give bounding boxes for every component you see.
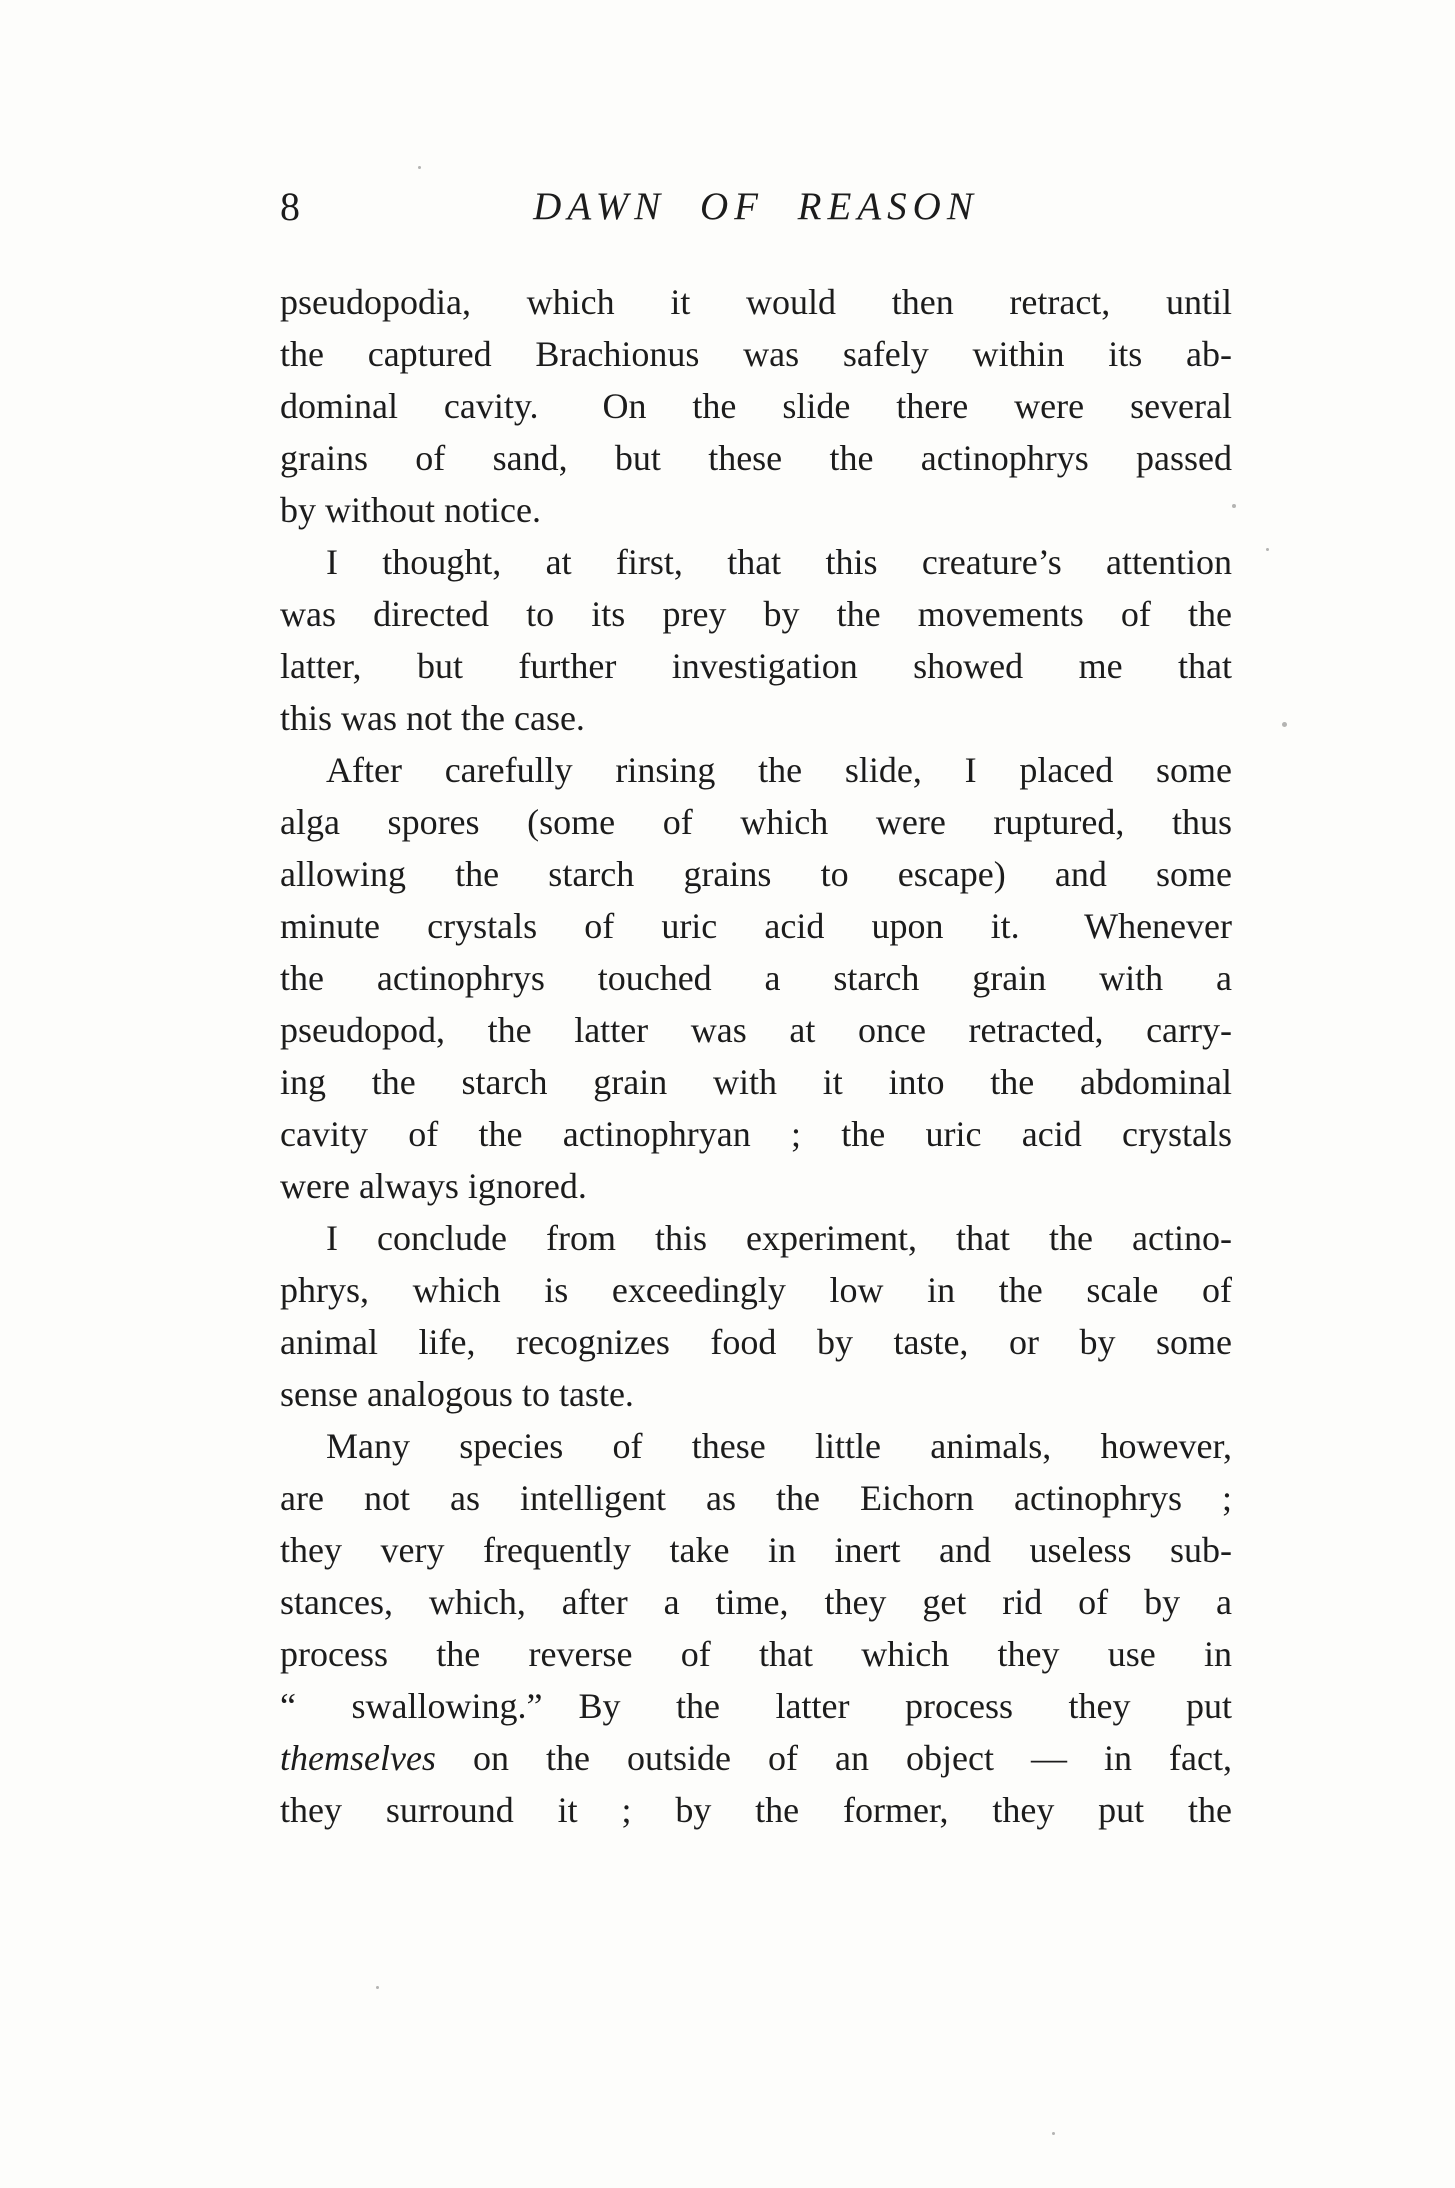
text-segment: allowing the starch grains to escape) and some	[280, 854, 1232, 894]
text-line	[280, 536, 1232, 588]
text-line	[280, 276, 1232, 328]
text-line	[280, 1576, 1232, 1628]
text-segment: latter, but further investigation showed me that	[280, 646, 1232, 686]
text-line	[280, 1264, 1232, 1316]
text-line	[280, 1628, 1232, 1680]
italic-text: themselves	[280, 1738, 436, 1778]
running-title: DAWN OF REASON	[533, 185, 979, 228]
text-line	[280, 640, 1232, 692]
text-line	[280, 744, 1232, 796]
text-segment: by without notice.	[280, 490, 541, 530]
text-line	[280, 1524, 1232, 1576]
text-line	[280, 900, 1232, 952]
text-line	[280, 1056, 1232, 1108]
text-line	[280, 796, 1232, 848]
text-segment: After carefully rinsing the slide, I placed some	[326, 750, 1232, 790]
text-line	[280, 1160, 1232, 1212]
text-segment: they surround it ; by the former, they put the	[280, 1790, 1232, 1830]
text-line	[280, 1732, 1232, 1784]
paragraph	[280, 1420, 1232, 1836]
text-segment: phrys, which is exceedingly low in the scale of	[280, 1270, 1232, 1310]
text-segment: were always ignored.	[280, 1166, 587, 1206]
scan-speck	[418, 166, 421, 169]
text-line	[280, 1004, 1232, 1056]
text-line	[280, 380, 1232, 432]
text-segment: animal life, recognizes food by taste, or by some	[280, 1322, 1232, 1362]
paragraph	[280, 536, 1232, 744]
text-line	[280, 328, 1232, 380]
text-line	[280, 1420, 1232, 1472]
text-segment: pseudopodia, which it would then retract, until	[280, 282, 1232, 322]
scan-speck	[1282, 722, 1287, 727]
text-line	[280, 588, 1232, 640]
text-segment: this was not the case.	[280, 698, 585, 738]
text-segment: alga spores (some of which were ruptured, thus	[280, 802, 1232, 842]
text-segment: “ swallowing.” By the latter process they put	[280, 1686, 1232, 1726]
text-segment: minute crystals of uric acid upon it. Whenever	[280, 906, 1232, 946]
text-line	[280, 432, 1232, 484]
text-segment: dominal cavity. On the slide there were several	[280, 386, 1232, 426]
text-segment: ing the starch grain with it into the abdominal	[280, 1062, 1232, 1102]
page-number: 8	[280, 184, 300, 229]
text-segment: cavity of the actinophryan ; the uric acid crystals	[280, 1114, 1232, 1154]
text-segment: process the reverse of that which they use in	[280, 1634, 1232, 1674]
text-line	[280, 692, 1232, 744]
text-segment: Many species of these little animals, however,	[326, 1426, 1232, 1466]
scan-speck	[1232, 504, 1236, 508]
scan-speck	[1052, 2132, 1055, 2135]
text-segment: the captured Brachionus was safely within its ab-	[280, 334, 1232, 374]
text-segment: sense analogous to taste.	[280, 1374, 634, 1414]
text-line	[280, 848, 1232, 900]
text-segment: pseudopod, the latter was at once retracted, carry-	[280, 1010, 1232, 1050]
text-segment: the actinophrys touched a starch grain with a	[280, 958, 1232, 998]
scan-speck	[376, 1986, 379, 1989]
text-line	[280, 1108, 1232, 1160]
text-line	[280, 1368, 1232, 1420]
text-segment: I thought, at first, that this creature’s attention	[326, 542, 1232, 582]
text-segment: are not as intelligent as the Eichorn actinophrys ;	[280, 1478, 1232, 1518]
page-body	[280, 276, 1232, 1836]
text-segment: grains of sand, but these the actinophrys passed	[280, 438, 1232, 478]
text-column	[280, 0, 1232, 1836]
page-header	[280, 184, 1232, 230]
scan-speck	[1266, 548, 1269, 551]
text-segment: they very frequently take in inert and useless sub-	[280, 1530, 1232, 1570]
text-segment: on the outside of an object — in fact,	[435, 1738, 1232, 1778]
text-line	[280, 1212, 1232, 1264]
text-segment: I conclude from this experiment, that the actino-	[326, 1218, 1232, 1258]
paragraph	[280, 1212, 1232, 1420]
paragraph	[280, 276, 1232, 536]
text-line	[280, 1680, 1232, 1732]
text-segment: stances, which, after a time, they get rid of by a	[280, 1582, 1232, 1622]
text-line	[280, 952, 1232, 1004]
text-line	[280, 1472, 1232, 1524]
text-line	[280, 1784, 1232, 1836]
text-segment: was directed to its prey by the movements of the	[280, 594, 1232, 634]
paragraph	[280, 744, 1232, 1212]
text-line	[280, 1316, 1232, 1368]
text-line	[280, 484, 1232, 536]
